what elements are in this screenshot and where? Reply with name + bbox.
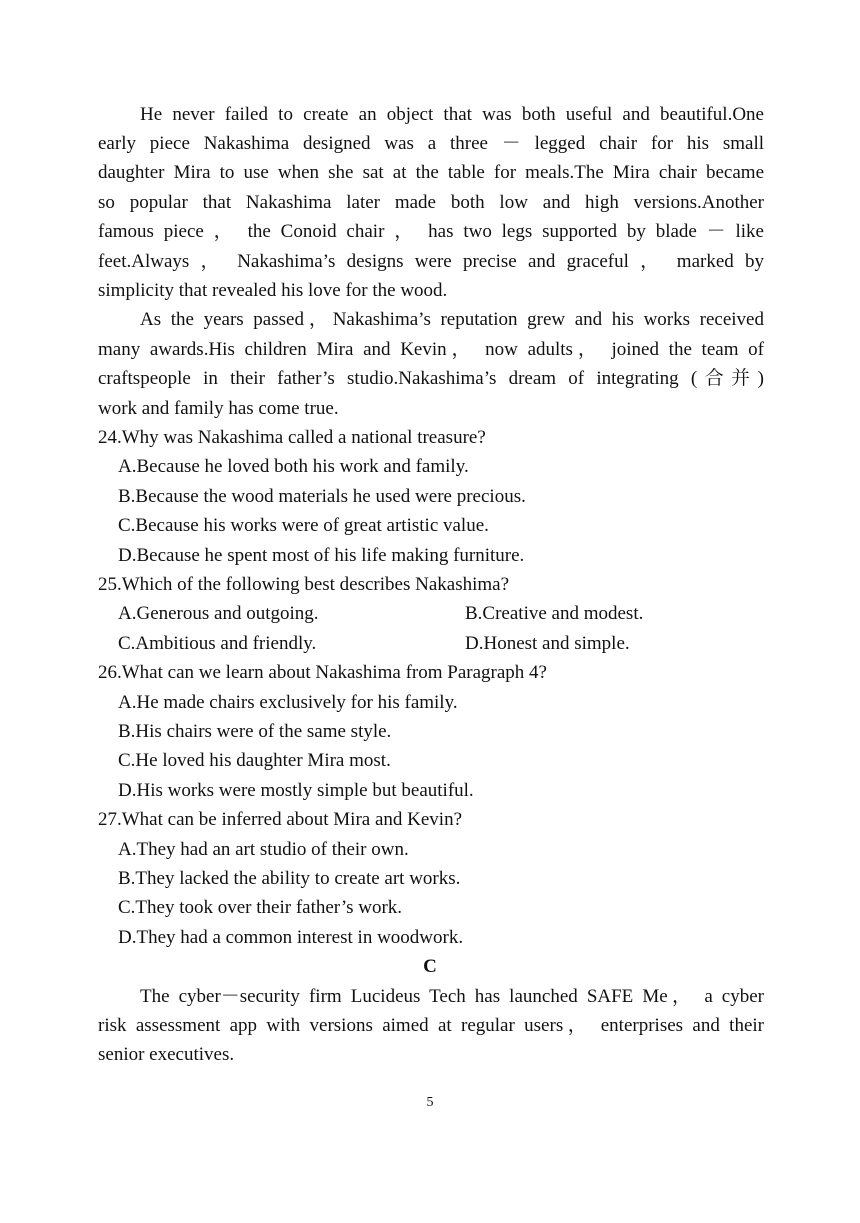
answer-option: B.His chairs were of the same style.: [118, 721, 392, 742]
answer-option: B.Creative and modest.: [465, 603, 644, 624]
paragraph-line: The cyber－security firm Lucideus Tech has launched SAFE Me， a cyber: [140, 986, 764, 1007]
answer-option: C.Because his works were of great artistic value.: [118, 515, 489, 536]
answer-option: A.They had an art studio of their own.: [118, 839, 409, 860]
paragraph-line: craftspeople in their father’s studio.Nakashima’s dream of integrating (合并): [98, 368, 764, 389]
paragraph-line: famous piece ， the Conoid chair ， has two legs supported by blade － like: [98, 221, 764, 242]
answer-option: D.Honest and simple.: [465, 633, 630, 654]
answer-option: B.They lacked the ability to create art works.: [118, 868, 461, 889]
paragraph-line: senior executives.: [98, 1044, 235, 1065]
question-stem: 24.Why was Nakashima called a national treasure?: [98, 427, 486, 448]
answer-option: B.Because the wood materials he used were precious.: [118, 486, 526, 507]
answer-option: A.Because he loved both his work and family.: [118, 456, 469, 477]
paragraph-line: work and family has come true.: [98, 398, 339, 419]
paragraph-line: risk assessment app with versions aimed at regular users， enterprises and their: [98, 1015, 764, 1036]
paragraph-line: daughter Mira to use when she sat at the table for meals.The Mira chair became: [98, 162, 764, 183]
paragraph-line: early piece Nakashima designed was a three － legged chair for his small: [98, 133, 764, 154]
answer-option: C.They took over their father’s work.: [118, 897, 403, 918]
question-stem: 27.What can be inferred about Mira and Kevin?: [98, 809, 463, 830]
answer-option: C.Ambitious and friendly.: [118, 633, 317, 654]
answer-option: A.He made chairs exclusively for his family.: [118, 692, 458, 713]
question-stem: 25.Which of the following best describes Nakashima?: [98, 574, 510, 595]
paragraph-line: many awards.His children Mira and Kevin， now adults， joined the team of: [98, 339, 764, 360]
answer-option: D.Because he spent most of his life making furniture.: [118, 545, 525, 566]
paragraph-line: feet.Always ， Nakashima’s designs were precise and graceful ， marked by: [98, 251, 764, 272]
paragraph-line: He never failed to create an object that was both useful and beautiful.One: [140, 104, 764, 125]
answer-option: A.Generous and outgoing.: [118, 603, 319, 624]
question-stem: 26.What can we learn about Nakashima from Paragraph 4?: [98, 662, 547, 683]
answer-option: D.His works were mostly simple but beautiful.: [118, 780, 474, 801]
answer-option: D.They had a common interest in woodwork.: [118, 927, 464, 948]
section-heading: C: [423, 956, 437, 977]
paragraph-line: so popular that Nakashima later made both low and high versions.Another: [98, 192, 764, 213]
paragraph-line: simplicity that revealed his love for the wood.: [98, 280, 448, 301]
paragraph-line: As the years passed，Nakashima’s reputation grew and his works received: [140, 309, 764, 330]
page-number: 5: [426, 1095, 434, 1110]
answer-option: C.He loved his daughter Mira most.: [118, 750, 391, 771]
